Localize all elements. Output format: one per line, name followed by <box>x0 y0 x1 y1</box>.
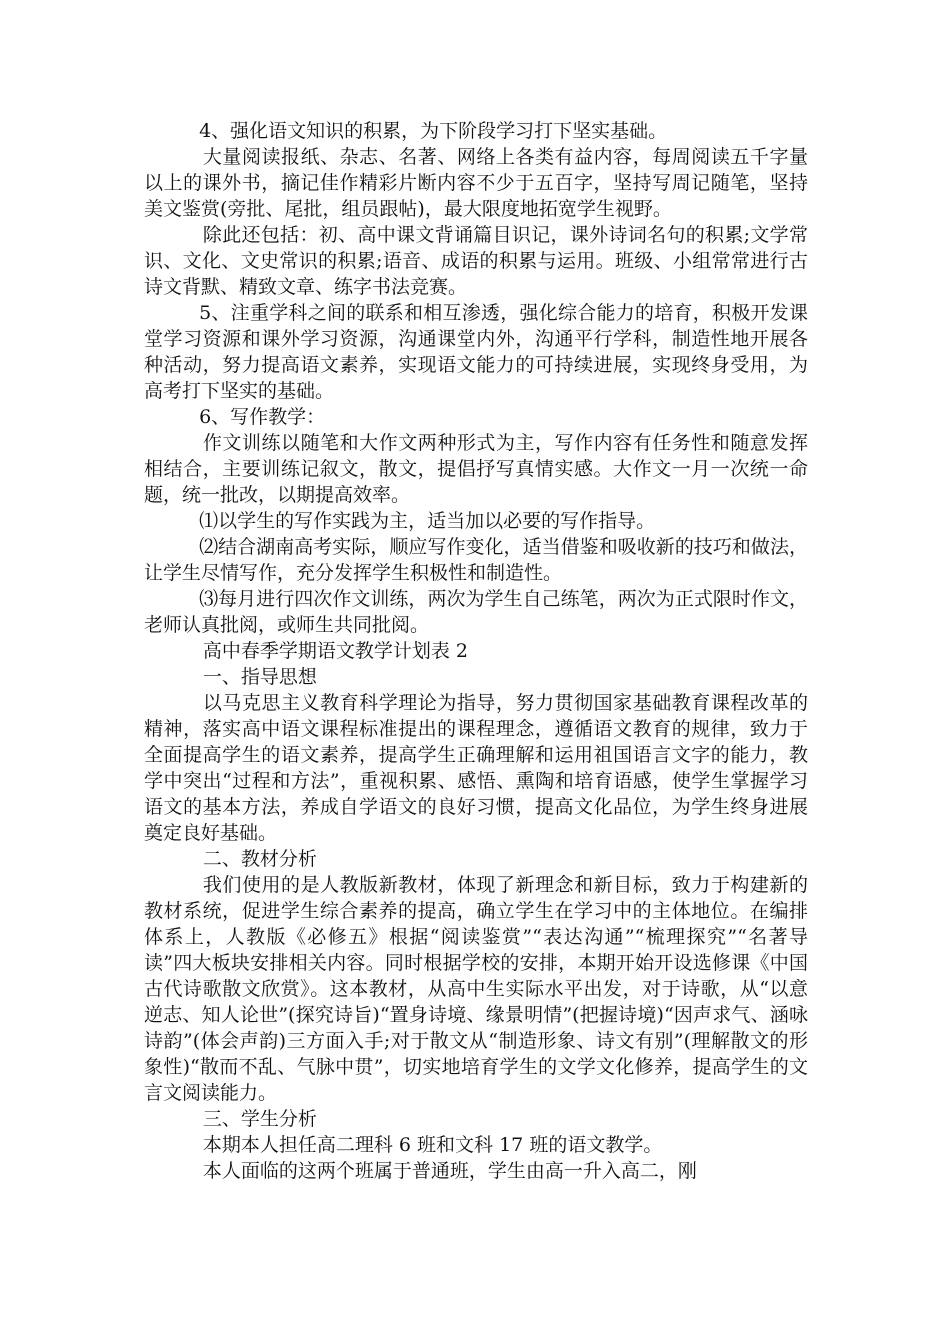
paragraph-7: ⑴以学生的写作实践为主，适当加以必要的写作指导。 <box>199 510 656 532</box>
paragraph-2: 大量阅读报纸、杂志、名著、网络上各类有益内容，每周阅读五千字量以上的课外书，摘记佳作精彩片断内容不少于五百字，坚持写周记随笔，坚持美文鉴赏(旁批、尾批，组员跟帖)，最大限度地拓宽学生视野。 <box>144 146 808 220</box>
paragraph-9: ⑶每月进行四次作文训练，两次为学生自己练笔，两次为正式限时作文，老师认真批阅，或师生共同批阅。 <box>144 588 808 636</box>
paragraph-4: 5、注重学科之间的联系和相互渗透，强化综合能力的培育，积极开发课堂学习资源和课外学习资源，沟通课堂内外，沟通平行学科，制造性地开展各种活动，努力提高语文素养，实现语文能力的可持续进展，实现终身受用，为高考打下坚实的基础。 <box>144 302 808 402</box>
section-title: 高中春季学期语文教学计划表 2 <box>202 640 469 662</box>
paragraph-12: 以马克思主义教育科学理论为指导，努力贯彻国家基础教育课程改革的精神，落实高中语文课程标准提出的课程理念，遵循语文教育的规律，致力于全面提高学生的语文素养，提高学生正确理解和运用祖国语言文字的能力，教学中突出“过程和方法”，重视积累、感悟、熏陶和培育语感，使学生掌握学习语文的基本方法，养成自学语文的良好习惯，提高文化品位，为学生终身进展奠定良好基础。 <box>144 692 808 844</box>
document-page <box>144 118 808 1184</box>
paragraph-17: 本人面临的这两个班属于普通班，学生由高一升入高二，刚 <box>202 1160 697 1182</box>
paragraph-1: 4、强化语文知识的积累，为下阶段学习打下坚实基础。 <box>199 120 668 142</box>
heading-student-analysis: 三、学生分析 <box>202 1108 317 1130</box>
heading-textbook-analysis: 二、教材分析 <box>202 848 317 870</box>
paragraph-3: 除此还包括：初、高中课文背诵篇目识记，课外诗词名句的积累;文学常识、文化、文史常识的积累;语音、成语的积累与运用。班级、小组常常进行古诗文背默、精致文章、练字书法竞赛。 <box>144 224 808 298</box>
paragraph-6: 作文训练以随笔和大作文两种形式为主，写作内容有任务性和随意发挥相结合，主要训练记叙文，散文，提倡抒写真情实感。大作文一月一次统一命题，统一批改，以期提高效率。 <box>144 432 808 506</box>
heading-guiding-ideology: 一、指导思想 <box>202 666 317 688</box>
paragraph-14: 我们使用的是人教版新教材，体现了新理念和新目标，致力于构建新的教材系统，促进学生综合素养的提高，确立学生在学习中的主体地位。在编排体系上，人教版《必修五》根据“阅读鉴赏”“表达沟通”“梳理探究”“名著导读”四大板块安排相关内容。同时根据学校的安排，本期开始开设选修课《中国古代诗歌散文欣赏》。这本教材，从高中生实际水平出发，对于诗歌，从“以意逆志、知人论世”(探究诗旨)“置身诗境、缘景明情”(把握诗境)“因声求气、涵咏诗韵”(体会声韵)三方面入手;对于散文从“制造形象、诗文有别”(理解散文的形象性)“散而不乱、气脉中贯”，切实地培育学生的文学文化修养，提高学生的文言文阅读能力。 <box>144 874 808 1104</box>
paragraph-5: 6、写作教学： <box>199 406 326 428</box>
paragraph-8: ⑵结合湖南高考实际，顺应写作变化，适当借鉴和吸收新的技巧和做法，让学生尽情写作，充分发挥学生积极性和制造性。 <box>144 536 808 584</box>
paragraph-16: 本期本人担任高二理科 6 班和文科 17 班的语文教学。 <box>202 1134 663 1156</box>
